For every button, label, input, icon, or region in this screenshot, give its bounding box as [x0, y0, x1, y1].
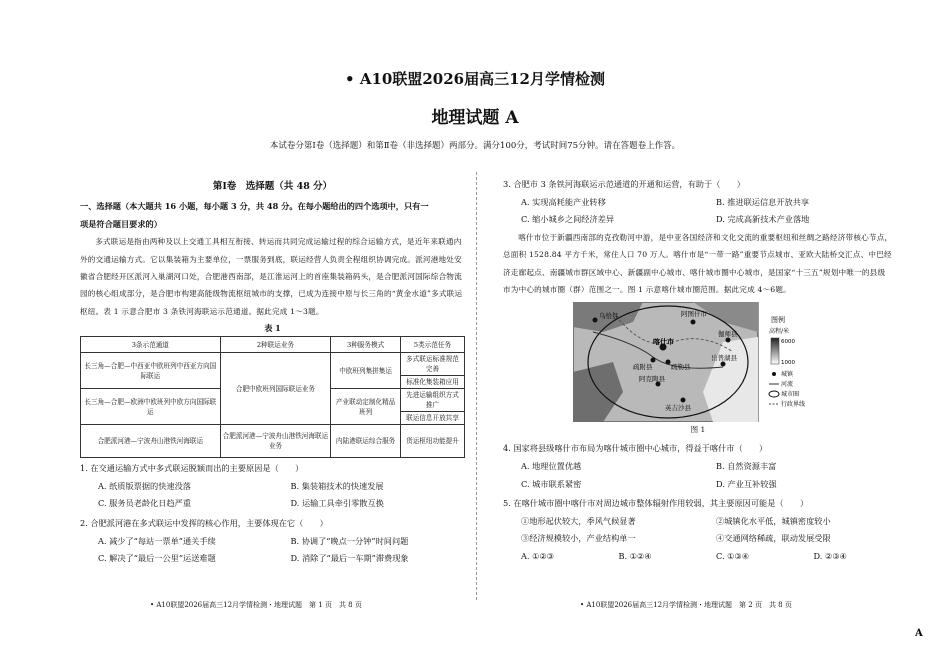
options: [503, 194, 893, 229]
place-label: 伽师县: [718, 330, 738, 339]
option-d[interactable]: D. ②③④: [813, 550, 847, 561]
instruction-line-2: 项是符合题目要求的）: [80, 218, 162, 229]
table-cell-business: 合肥派河港—宁波舟山港铁河海联运业务: [220, 425, 331, 458]
question-stem: 3. 合肥市 3 条铁河海联运示范通道的开通和运营，有助于（ ）: [503, 179, 745, 189]
table-cell-route: 长三角—合肥—中西亚中欧班列中西亚方向国际联运: [81, 353, 221, 389]
elevation-bar: [771, 338, 779, 364]
option-a[interactable]: A. 实现高耗能产业转移: [521, 196, 606, 207]
table-cell-task: 货运枢纽功能提升: [401, 425, 465, 458]
option-a[interactable]: A. 地理位置优越: [521, 461, 582, 471]
option-d[interactable]: D. 完成高新技术产业落地: [716, 214, 810, 225]
option-a[interactable]: A. 减少了“每站一票单”通关手续: [98, 535, 216, 546]
options: [503, 548, 893, 566]
table-cell-route: 合肥派河港—宁波舟山港铁河海联运: [81, 425, 221, 458]
option-c[interactable]: C. 城市联系紧密: [521, 478, 582, 489]
place-label: 英吉沙县: [665, 404, 691, 413]
legend-item: 行政界线: [781, 401, 806, 409]
table-cell-mode: 产业联动定制化精品班列: [331, 389, 401, 425]
town-dot: [666, 360, 671, 365]
place-label: 疏附县: [633, 363, 653, 372]
column-divider: [476, 172, 477, 600]
option-b[interactable]: B. 集装箱技术的快速发展: [290, 480, 384, 491]
option-c[interactable]: C. 解决了“最后一公里”运送难题: [98, 553, 216, 564]
option-b[interactable]: B. 推进联运信息开放共享: [716, 196, 810, 207]
options: [80, 478, 465, 513]
question-1: [80, 460, 465, 513]
option-b[interactable]: B. 协调了“晚点一分钟”时间问题: [290, 535, 409, 546]
town-dot: [691, 320, 696, 325]
legend-item: 城市圈: [781, 391, 800, 399]
legend-low: 1000: [781, 360, 795, 367]
table-cell-task: 标准化集装箱应用: [401, 376, 465, 389]
legend-item: 河流: [781, 381, 794, 389]
question-stem: 1. 在交通运输方式中多式联运脱颖而出的主要原因是（ ）: [80, 463, 304, 474]
town-dot: [726, 338, 731, 343]
table-header: 2种联运业务: [220, 337, 331, 353]
legend-elev-label: 高程/米: [769, 328, 790, 336]
place-label: 疏勒县: [671, 363, 691, 372]
option-b[interactable]: B. ①②④: [618, 550, 652, 561]
option-c[interactable]: C. 缩小城乡之间经济差异: [521, 214, 615, 225]
place-label: 喀什市: [653, 338, 674, 347]
option-d[interactable]: D. 运输工具牵引零散互换: [290, 498, 384, 509]
passage-kashgar: 喀什市位于新疆西南部的克孜勒河中游，是中亚各国经济和文化交流的重要枢纽和丝绸之路经济带核心节点，总面积 1528.84 平方千米，常住人口 70 万人。喀什市是“一带一路”重要节点城市、亚欧大陆桥交汇点、中巴经济走廊起点、南疆城市群区域中心、新疆副中心城市、喀什城市圈中心城市，是国家“十三五”规划中唯一的县级市为中心的城市圈（群）范围之一。图 1 示意喀什城市圈范围。据此完成 4～6题。: [503, 232, 893, 294]
left-column: [80, 176, 465, 568]
place-label: 阿图什市: [681, 310, 707, 319]
exam-title: • A10联盟2026届高三12月学情检测: [345, 70, 605, 88]
map-svg: [573, 302, 837, 422]
place-label: 阿克陶县: [639, 375, 665, 384]
options: [503, 458, 893, 493]
option-c[interactable]: C. ①③④: [716, 550, 750, 561]
section-title: 第Ⅰ卷 选择题（共 48 分）: [212, 181, 333, 192]
option-a[interactable]: A. ①②③: [521, 550, 555, 561]
question-5: [503, 495, 893, 565]
option-b[interactable]: B. 自然资源丰富: [716, 461, 777, 471]
option-c[interactable]: C. 服务员老龄化日趋严重: [98, 498, 192, 509]
sub-statements: [503, 513, 893, 548]
footer-left: • A10联盟2026届高三12月学情检测・地理试题 第 1 页 共 8 页: [150, 601, 362, 609]
table-cell-task: 先进运输组织方式推广: [401, 389, 465, 412]
town-dot: [721, 362, 726, 367]
exam-note: 本试卷分第Ⅰ卷（选择题）和第Ⅱ卷（非选择题）两部分。满分100分，考试时间75分钟。请在答题卷上作答。: [269, 141, 681, 151]
town-dot: [651, 358, 656, 363]
question-stem: 5. 在喀什城市圈中喀什市对周边城市整体辐射作用较弱，其主要原因可能是（ ）: [503, 498, 809, 509]
table-cell-route: 长三角—合肥—欧洲中欧班列中欧方向国际联运: [81, 389, 221, 425]
question-2: [80, 515, 465, 568]
table-caption: 表 1: [264, 323, 281, 334]
statement: ③经济规模较小，产业结构单一: [521, 533, 636, 544]
legend-item: 城镇: [781, 371, 794, 379]
legend-town-icon: [772, 372, 776, 376]
statement: ②城镇化水平低，城镇密度较小: [716, 515, 831, 526]
table-header: 3条示范通道: [81, 337, 221, 353]
table-header: 5类示范任务: [401, 337, 465, 353]
options: [80, 533, 465, 568]
passage-multimodal: 多式联运是指由两种及以上交通工具相互衔接、转运而共同完成运输过程的综合运输方式，是近年来联通内外的交通运输方式。它以集装箱为主要单位，一票服务到底，联运经营人负责全程组织协调完成。派河港地处安徽省合肥经开区派河入巢湖河口处，合肥港西南部，是江淮运河上的首座集装箱码头，是合肥派河国际综合物流园的核心组成部分，是合肥市构建高能级物流枢纽城市的支撑，已成为连接中原与长三角的“黄金水道”多式联运枢纽。表 1 示意合肥市 3 条铁河海联运示范通道。据此完成 1～3题。: [80, 237, 463, 316]
town-dot: [681, 398, 686, 403]
legend-title: 图例: [771, 316, 785, 325]
kashgar-map-figure: [573, 302, 837, 422]
subject-title: 地理试题 A: [431, 108, 519, 128]
place-label: 乌恰县: [599, 312, 619, 321]
statement: ④交通网络稀疏，联动发展受限: [716, 533, 831, 544]
option-a[interactable]: A. 纸质版票据的快速没落: [98, 480, 191, 491]
question-stem: 4. 国家将县级喀什市布局为喀什城市圈中心城市，得益于喀什市（ ）: [503, 443, 768, 454]
table-cell-task: 多式联运标准规范完善: [401, 353, 465, 376]
table-cell-mode: 中欧班列集拼集运: [331, 353, 401, 389]
question-3: [503, 176, 893, 229]
town-dot: [593, 318, 598, 323]
question-stem: 2. 合肥派河港在多式联运中发挥的核心作用，主要体现在它（ ）: [80, 518, 328, 528]
table-cell-task: 联运信息开放共享: [401, 412, 465, 425]
place-label: 岳普湖县: [711, 354, 737, 363]
table-header: 3种服务模式: [331, 337, 401, 353]
legend-circle-icon: [769, 391, 779, 397]
instruction-line-1: 一、选择题（本大题共 16 小题，每小题 3 分，共 48 分。在每小题给出的四个选项中，只有一: [80, 201, 429, 211]
option-d[interactable]: D. 消除了“最后一车期”滞费现象: [290, 553, 409, 564]
table-cell-mode: 内陆港联运综合服务: [331, 425, 401, 458]
paper-version-mark: A: [915, 628, 923, 639]
option-d[interactable]: D. 产业互补较强: [716, 478, 777, 489]
footer-right: • A10联盟2026届高三12月学情检测・地理试题 第 2 页 共 8 页: [580, 601, 792, 609]
table-1: [80, 336, 465, 458]
legend-high: 6000: [781, 339, 795, 346]
statement: ①地形起伏较大，季风气候显著: [521, 515, 636, 526]
question-4: [503, 440, 893, 493]
figure-caption: 图 1: [690, 425, 706, 435]
right-column: [503, 176, 893, 566]
table-cell-business: 合肥中欧班列国际联运业务: [220, 353, 331, 425]
